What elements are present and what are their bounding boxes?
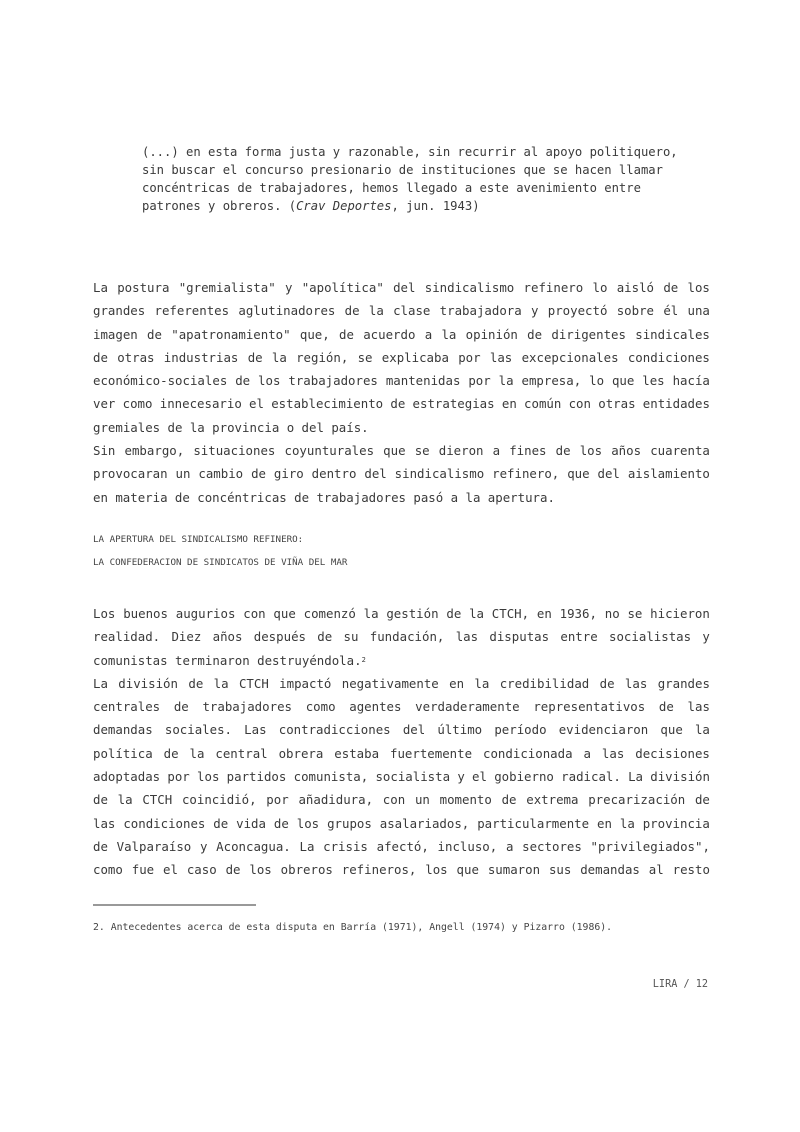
word: la: [469, 606, 484, 621]
footnote-separator: [93, 904, 256, 906]
word: que: [456, 862, 479, 878]
word: trabajadores: [316, 489, 406, 505]
word: las: [455, 629, 479, 645]
word: refinero,: [492, 466, 560, 482]
word: la: [189, 745, 205, 761]
paragraph-line: [93, 695, 710, 718]
word: económico-sociales: [93, 373, 228, 389]
word: grandes: [93, 303, 146, 319]
word: por: [167, 769, 190, 785]
word: provincia: [642, 815, 710, 831]
paragraph-line-text: comunistas terminaron destruyéndola.: [93, 652, 362, 668]
quote-source-title: Crav Deportes: [296, 199, 392, 213]
paragraph-line: [93, 742, 710, 765]
paragraph-2: [93, 602, 710, 882]
word: del: [597, 466, 620, 482]
paragraph-line: [93, 486, 710, 509]
word: socialista: [375, 769, 451, 785]
word: la: [441, 326, 457, 342]
word: las: [687, 699, 710, 715]
word: CTCH: [238, 675, 269, 691]
word: ver: [93, 396, 116, 412]
word: fue: [131, 862, 155, 878]
word: de: [93, 792, 108, 808]
word: cuarenta: [650, 443, 710, 459]
word: fundación,: [369, 629, 445, 645]
word: que: [660, 722, 683, 738]
word: fuertemente: [390, 745, 473, 761]
word: 1936,: [559, 606, 597, 621]
page-number: LIRA / 12: [652, 979, 708, 990]
word: de: [173, 699, 189, 715]
paragraph-line: [93, 416, 710, 439]
word: que: [567, 466, 590, 482]
word: que: [611, 373, 635, 389]
paragraph-line: [93, 812, 710, 835]
word: el: [249, 396, 264, 412]
word: buenos: [123, 606, 168, 621]
paragraph-line: [93, 392, 710, 415]
paragraph-line: [93, 625, 710, 648]
word: embargo,: [124, 443, 185, 459]
word: en: [93, 489, 108, 505]
word: de: [344, 303, 360, 319]
word: que,: [299, 326, 330, 342]
word: condiciones: [123, 815, 206, 831]
word: gobierno: [494, 769, 554, 785]
word: hacía: [672, 373, 710, 389]
word: en: [536, 606, 552, 621]
word: los: [296, 815, 320, 831]
word: sindicalismo: [394, 466, 485, 482]
word: con: [382, 792, 406, 808]
word: a: [492, 443, 501, 459]
word: del: [402, 722, 426, 738]
word: clase: [393, 303, 431, 319]
word: extrema: [526, 792, 579, 808]
word: sus: [548, 862, 572, 878]
quote-line-last: [142, 197, 722, 215]
word: demandas: [93, 722, 153, 738]
word: de: [273, 815, 289, 831]
word: común: [524, 396, 562, 412]
word: giro: [273, 466, 304, 482]
word: como: [305, 699, 336, 715]
paragraph-1: [93, 276, 710, 509]
footnote-marker: 2: [361, 655, 366, 664]
word: de: [390, 396, 406, 412]
word: a: [505, 838, 514, 854]
word: sociales.: [164, 722, 232, 738]
footnote: 2. Antecedentes acerca de esta disputa en Barría (1971), Angell (1974) y Pizarro (1986).: [93, 922, 613, 933]
word: opinión: [465, 326, 518, 342]
word: a: [583, 745, 591, 761]
word: de: [663, 280, 679, 295]
word: del: [364, 466, 387, 482]
word: afectó,: [376, 838, 429, 854]
paragraph-line: [93, 346, 710, 369]
word: Aconcagua.: [216, 838, 291, 854]
word: la: [498, 373, 514, 389]
word: refinero: [523, 280, 584, 295]
word: precarización: [588, 792, 686, 808]
word: los: [687, 280, 710, 295]
word: comunista,: [293, 769, 369, 785]
paragraph-line: [93, 323, 710, 346]
word: no: [604, 606, 620, 621]
word: otras: [117, 349, 155, 365]
word: trabajadores: [288, 373, 378, 389]
word: la: [694, 722, 710, 738]
paragraph-line: [93, 299, 710, 322]
word: impactó: [279, 675, 332, 691]
word: lo: [589, 373, 605, 389]
paragraph-line: [93, 276, 710, 299]
word: de: [501, 792, 517, 808]
word: La: [93, 280, 108, 295]
word: las: [624, 675, 648, 691]
word: demandas: [580, 862, 640, 878]
word: coyunturales: [284, 443, 375, 459]
word: de: [188, 675, 204, 691]
word: la: [368, 303, 384, 319]
word: incluso,: [437, 838, 498, 854]
paragraph-line: [93, 788, 710, 811]
word: las: [601, 745, 625, 761]
word: de: [213, 815, 229, 831]
word: de: [694, 792, 710, 808]
word: adoptadas: [93, 769, 161, 785]
word: en: [501, 396, 517, 412]
word: postura: [117, 280, 170, 295]
word: realidad.: [93, 629, 161, 645]
word: pasó: [413, 489, 444, 505]
word: CTCH,: [491, 606, 530, 621]
word: Sin: [93, 443, 116, 459]
word: de: [93, 838, 108, 854]
word: aglutinadores: [238, 303, 336, 319]
word: años: [212, 629, 243, 645]
word: condiciones: [627, 349, 710, 365]
paragraph-line: [93, 672, 710, 695]
word: y: [284, 280, 293, 295]
word: de: [446, 606, 462, 621]
word: mantenidas: [385, 373, 461, 389]
word: división: [650, 769, 710, 785]
word: los: [249, 862, 272, 878]
word: referentes: [154, 303, 230, 319]
word: decisiones: [635, 745, 710, 761]
paragraph-line: [93, 718, 710, 741]
word: augurios: [175, 606, 236, 621]
paragraph-line: [93, 835, 710, 858]
word: Valparaíso: [116, 838, 192, 854]
word: y: [702, 629, 710, 645]
word: dentro: [311, 466, 357, 482]
word: las: [489, 349, 513, 365]
word: de: [147, 326, 162, 342]
word: la: [271, 349, 287, 365]
word: país.: [331, 419, 369, 435]
word: de: [555, 443, 571, 459]
word: representativos: [533, 699, 646, 715]
word: se: [627, 606, 643, 621]
word: años: [611, 443, 642, 459]
word: o: [286, 419, 295, 435]
word: por: [458, 349, 481, 365]
paragraph-line: [93, 462, 710, 485]
word: gestión: [386, 606, 439, 621]
word: en: [449, 675, 465, 691]
word: asalariados,: [379, 815, 470, 831]
word: lo: [592, 280, 608, 295]
word: con: [568, 396, 591, 412]
word: la: [189, 419, 205, 435]
word: un: [175, 466, 191, 482]
paragraph-line: [93, 765, 710, 788]
word: la: [117, 792, 133, 808]
word: sectores: [522, 838, 582, 854]
word: a: [424, 326, 433, 342]
word: gremiales: [93, 419, 161, 435]
word: agentes: [349, 699, 402, 715]
paragraph-line: [93, 439, 710, 462]
word: aislamiento: [627, 466, 710, 482]
word: el: [472, 769, 487, 785]
word: fines: [509, 443, 547, 459]
word: Los: [93, 606, 116, 621]
word: innecesario: [159, 396, 242, 412]
word: de: [174, 489, 190, 505]
word: de: [339, 326, 354, 342]
word: La: [93, 675, 108, 691]
word: estrategias: [412, 396, 495, 412]
word: central: [215, 745, 268, 761]
word: establecimiento: [271, 396, 384, 412]
word: radical.: [561, 769, 621, 785]
word: obrera: [278, 745, 324, 761]
section-heading-line2: LA CONFEDERACION DE SINDICATOS DE VIÑA DEL MAR: [93, 557, 348, 568]
word: grandes: [657, 675, 710, 691]
word: aisló: [616, 280, 655, 295]
word: de: [93, 349, 108, 365]
word: región,: [296, 349, 349, 365]
quote-text: patrones y obreros. (: [142, 199, 297, 213]
word: de: [247, 349, 263, 365]
paragraph-line: [93, 369, 710, 392]
word: de: [658, 699, 674, 715]
word: del: [393, 280, 416, 295]
word: evidenciaron: [558, 722, 649, 738]
word: trabajadores: [202, 699, 292, 715]
word: y: [457, 769, 465, 785]
word: de: [235, 373, 251, 389]
word: de: [251, 466, 266, 482]
word: la: [213, 675, 229, 691]
word: período: [494, 722, 547, 738]
word: dirigentes: [551, 326, 626, 342]
word: cambio: [198, 466, 244, 482]
quote-line: (...) en esta forma justa y razonable, sin recurrir al apoyo politiquero,: [142, 145, 678, 159]
word: caso: [186, 862, 217, 878]
word: particularmente: [477, 815, 590, 831]
word: del: [301, 419, 324, 435]
word: después: [253, 629, 306, 645]
word: momento: [439, 792, 492, 808]
word: que: [273, 606, 296, 621]
word: por: [468, 373, 491, 389]
word: de: [225, 862, 241, 878]
word: La: [299, 838, 315, 854]
word: Diez: [171, 629, 202, 645]
word: empresa,: [521, 373, 582, 389]
word: "apolítica": [301, 280, 384, 295]
word: "gremialista": [178, 280, 276, 295]
block-quote: [142, 143, 722, 215]
word: la: [474, 675, 490, 691]
word: acuerdo: [363, 326, 416, 342]
word: comenzó: [303, 606, 356, 621]
word: crisis: [323, 838, 368, 854]
word: dieron: [438, 443, 484, 459]
paragraph-line-with-footnote: [93, 649, 710, 672]
word: sobre: [616, 303, 655, 319]
word: partidos: [226, 769, 287, 785]
word: de: [599, 675, 615, 691]
word: los: [425, 862, 448, 878]
word: de: [294, 489, 310, 505]
word: sindicales: [635, 326, 710, 342]
quote-source-date: , jun. 1943): [391, 199, 480, 213]
word: como: [122, 396, 153, 412]
word: explicaba: [381, 349, 449, 365]
word: los: [579, 443, 603, 459]
word: se: [414, 443, 430, 459]
word: a: [450, 489, 459, 505]
word: concéntricas: [197, 489, 287, 505]
word: se: [357, 349, 373, 365]
word: añadidura,: [298, 792, 374, 808]
word: la: [465, 489, 481, 505]
word: CTCH: [142, 792, 173, 808]
word: La: [628, 769, 644, 785]
word: credibilidad: [499, 675, 590, 691]
word: les: [642, 373, 665, 389]
word: división: [118, 675, 178, 691]
word: "apatronamiento": [171, 326, 291, 342]
word: vida: [236, 815, 266, 831]
word: como: [93, 862, 123, 878]
word: los: [197, 769, 220, 785]
word: sumaron: [487, 862, 541, 878]
word: y: [199, 838, 208, 854]
word: estaba: [334, 745, 380, 761]
word: condicionada: [483, 745, 573, 761]
word: último: [437, 722, 483, 738]
word: las: [93, 815, 116, 831]
word: al: [648, 862, 664, 878]
word: en: [597, 815, 612, 831]
word: trabajadora: [439, 303, 522, 319]
word: socialistas: [609, 629, 692, 645]
section-heading-line1: LA APERTURA DEL SINDICALISMO REFINERO:: [93, 534, 304, 545]
word: hicieron: [650, 606, 710, 621]
word: Las: [244, 722, 267, 738]
word: apertura.: [487, 489, 555, 505]
quote-line: concéntricas de trabajadores, hemos llegado a este avenimiento entre: [142, 181, 641, 195]
word: de: [527, 326, 543, 342]
word: el: [163, 862, 178, 878]
word: entre: [560, 629, 598, 645]
word: resto: [672, 862, 710, 878]
word: imagen: [93, 326, 138, 342]
word: provocaran: [93, 466, 168, 482]
word: industrias: [163, 349, 239, 365]
word: por: [266, 792, 289, 808]
word: y: [531, 303, 539, 319]
word: centrales: [93, 699, 161, 715]
paragraph-line: [93, 602, 710, 625]
word: refineros,: [341, 862, 417, 878]
word: obreros: [280, 862, 333, 878]
word: grupos: [327, 815, 372, 831]
word: contradicciones: [278, 722, 391, 738]
paragraph-line: [93, 858, 710, 881]
word: un: [414, 792, 430, 808]
word: de: [167, 419, 183, 435]
word: provincia: [212, 419, 280, 435]
word: que: [383, 443, 406, 459]
word: política: [93, 745, 153, 761]
quote-line: sin buscar el concurso presionario de instituciones que se hacen llamar: [142, 163, 663, 177]
word: disputas: [489, 629, 550, 645]
word: proyectó: [547, 303, 608, 319]
word: de: [163, 745, 179, 761]
word: su: [343, 629, 359, 645]
word: excepcionales: [521, 349, 619, 365]
word: sindicalismo: [424, 280, 515, 295]
word: verdaderamente: [415, 699, 520, 715]
word: coincidió,: [181, 792, 257, 808]
word: con: [243, 606, 266, 621]
word: de: [317, 629, 333, 645]
word: materia: [115, 489, 168, 505]
word: la: [363, 606, 379, 621]
word: los: [258, 373, 281, 389]
word: otras: [598, 396, 636, 412]
word: negativamente: [341, 675, 439, 691]
word: la: [619, 815, 635, 831]
word: "privilegiados",: [590, 838, 710, 854]
word: una: [687, 303, 710, 319]
word: situaciones: [193, 443, 276, 459]
word: él: [663, 303, 679, 319]
word: entidades: [642, 396, 710, 412]
